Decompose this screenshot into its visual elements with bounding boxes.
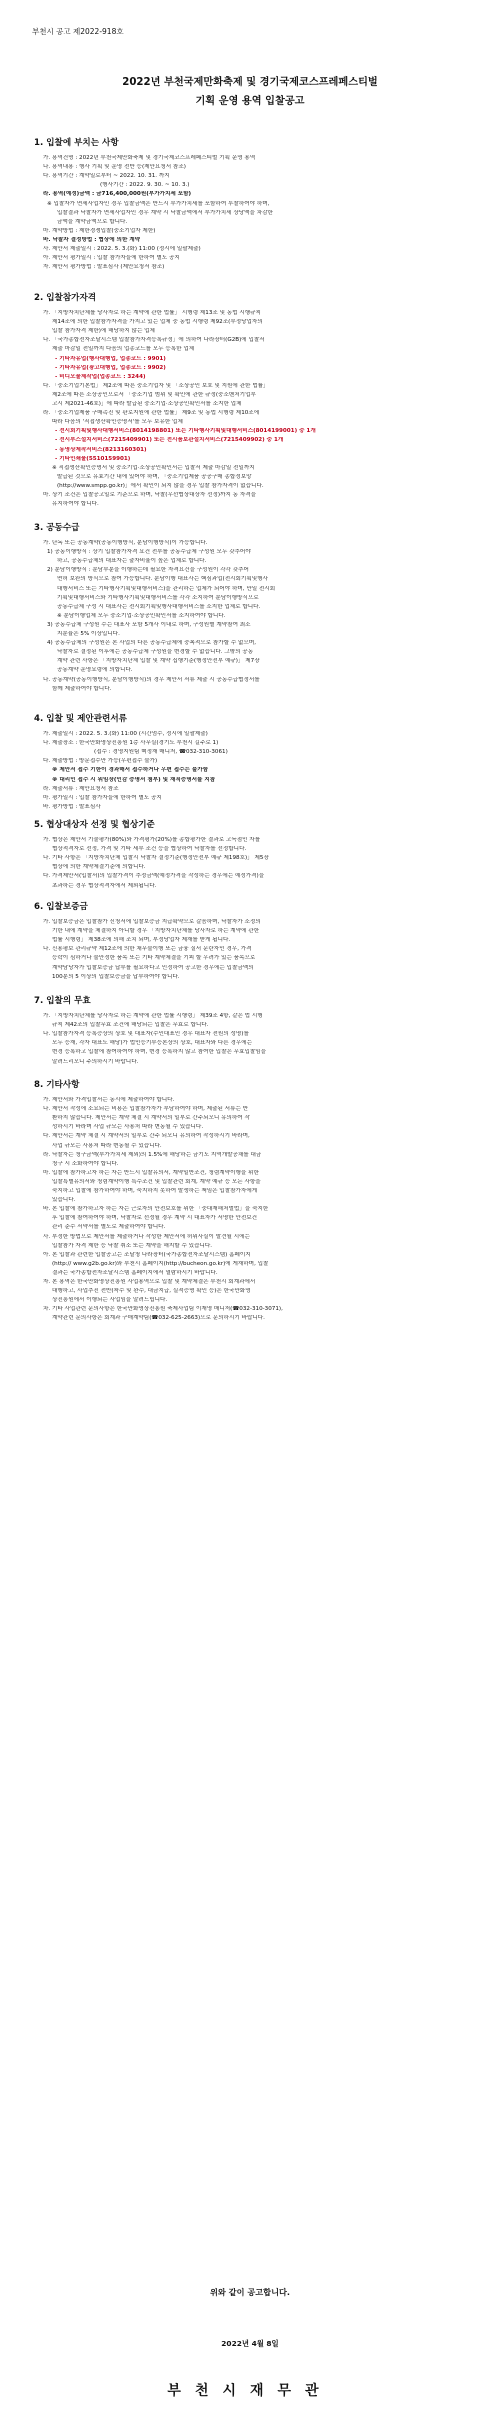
section-line: 숙지하고 입찰에 참가하여야 하며, 숙지하지 못하여 발생하는 책임은 입찰참가자에게 xyxy=(52,1188,258,1194)
section-line: 알려드리오니 주의하시기 바랍니다. xyxy=(52,1058,139,1065)
section-line: 아. 제안서 평가일시 : 입찰 참가자들에 한하여 별도 공지 xyxy=(43,255,180,262)
section-line: 계약담당자가 입찰보증금 납부를 필요하다고 인정하여 공고한 경우에는 입찰금액의 xyxy=(52,964,254,971)
notice-number: 부천시 공고 제2022-918호 xyxy=(32,27,124,36)
section-line: 등락이 심하거나 불안정한 품목 또는 기타 계약체결을 기피 할 우려가 있는 품목으로 xyxy=(52,955,256,962)
section-line: ※ 대리인 접수 시 위임장(인감 증명서 첨부) 및 재직증명서를 지참 xyxy=(52,776,216,783)
section-line: 나. 입찰참가자격 등록증상의 상호 및 대표자(수인대표인 경우 대표자 전원의 성명)를 xyxy=(43,1031,249,1038)
section-line: 나. 기타 사항은 「지방자치단체 입찰시 낙찰자 결정기준(행정안전부 예규 제198호)」 제5장 xyxy=(43,855,269,862)
section-line: 다. 「중소기업기본법」 제2조에 따른 중소기업자 및 「소상공인 보호 및 지원에 관한 법률」 xyxy=(43,382,269,389)
section-line: 나. 신용평보 관리규약 제12조에 의한 채무불이행 또는 금융 질서 문란자인 경우, 가격 xyxy=(43,946,252,953)
section-title: 6. 입찰보증금 xyxy=(34,902,88,912)
section-line: - 비디오물제작업(업종코드 : 3244) xyxy=(55,373,146,380)
section-line: 하고, 공동수급체의 대표자는 출자비율이 높은 업체로 합니다. xyxy=(57,558,207,565)
section-line: 상진흥원에서 이행되는 사업임을 알려드립니다. xyxy=(52,1297,168,1304)
section-line: 입찰 참가자격 제한)에 해당하지 않는 업체 xyxy=(52,328,155,335)
section-line: 함께 제출하여야 합니다. xyxy=(52,685,112,692)
section-title: 7. 입찰의 무효 xyxy=(34,996,91,1006)
section-line: 다. 제안서는 계약 체결 시 계약서의 일부로 간주 되오니 유의하여 작성하시기 바라며, xyxy=(43,1133,250,1140)
section-line: 사. 제안서 제출일시 : 2022. 5. 3.(화) 11:00 (정시에 일괄제출) xyxy=(43,246,201,252)
section-line: 관리 준수 서약서를 별도로 제출하여야 합니다. xyxy=(52,1224,166,1231)
section-line: 공동계약 운영요령에 의합니다. xyxy=(57,667,133,674)
section-line: 가. 협상은 제안서 기술평가(80%)와 가격평가(20%)를 종합평가한 결과로 고득점인 자를 xyxy=(43,837,261,843)
section-line: 다. 가격제안서(입찰서)의 입찰가격이 추정금액(예정가격을 작성하는 경우에는 예정가격)을 xyxy=(43,873,265,880)
section-line: - 전시부스설치서비스(7215409901) 또는 전시품보관설치서비스(7215409902) 중 1개 xyxy=(55,437,284,444)
notice-date: 2022년 4월 8일 xyxy=(221,2339,279,2348)
section-line: (행사기간 : 2022. 9. 30. ~ 10. 3.) xyxy=(100,182,190,189)
section-title: 5. 협상대상자 선정 및 협상기준 xyxy=(34,820,155,830)
section-line: 나. 제출장소 : 한국만화영상진흥원 1층 사무실(경기도 부천시 길주로 1) xyxy=(43,740,219,747)
section-line: 입찰특별유의서와 청렴계약이행 특수조건 및 입찰관련 회계, 계약 예규 등 모든 사항을 xyxy=(52,1178,261,1185)
section-line: 제출 마감일 전일까지 다음의 업종코드를 모두 등록한 업체 xyxy=(52,346,195,353)
issuer-name: 부천시재무관 xyxy=(167,2383,333,2399)
section-line: 가. 단독 또는 공동계약(공동이행방식, 분담이행방식)이 가능합니다. xyxy=(43,540,208,546)
section-line: - 기타자유업(행사대행업, 업종코드 : 9901) xyxy=(55,355,166,362)
section-line: 나. 제안서 작성에 소요되는 비용은 입찰참가자가 부담하여야 하며, 제출된 서류는 반 xyxy=(43,1106,249,1113)
section-title: 2. 입찰참가자격 xyxy=(34,293,97,303)
section-line: 1) 공동이행방식 : 상기 입찰참가자격 요건 전부를 공동수급체 구성원 모두 갖추어야 xyxy=(47,549,251,556)
section-line: 사업 규모는 사용처 따라 변동될 수 있습니다. xyxy=(52,1142,162,1149)
section-line: 바. 본 입찰에 참가하고자 하는 자는 근로자의 안전보호를 위한 「중대재해처벌법」을 숙지한 xyxy=(43,1206,269,1213)
section-line: 마. 평가일시 : 입찰 참가자들에 한하여 별도 공지 xyxy=(43,794,162,801)
section-line: - 동영상제작서비스(8213160301) xyxy=(55,446,147,453)
section-line: 사. 부정한 방법으로 제안서를 제출하거나 작성한 제안서에 허위사실이 발견될 시에는 xyxy=(43,1233,250,1240)
section-line: 있습니다. xyxy=(52,1197,76,1204)
section-line: 환하지 않습니다. 제안서는 계약 체결 시 계약서의 일부로 간주되오니 유의하여 작 xyxy=(52,1115,250,1122)
section-line: 라. 용역(예정)금액 : 금716,400,000원(부가가치세 포함) xyxy=(43,191,192,198)
section-line: ※ 직접생산확인증명서 및 중소기업·소상공인확인서는 입찰서 제출 마감일 전일까지 xyxy=(52,464,255,471)
section-line: 변경 등록하고 입찰에 참여하여야 하며, 변경 등록하지 않고 참여한 입찰은 무효입찰임을 xyxy=(52,1049,267,1056)
section-line: 나. 용역내용 : 행사 기획 및 운영 전반 등(제안요청서 참조) xyxy=(43,164,186,171)
section-line: - 전시회기획및행사대행서비스(8014198801) 또는 기타행사기획및대행서비스(8014199001) 중 1개 xyxy=(55,428,316,435)
closing-statement: 위와 같이 공고합니다. xyxy=(210,2287,290,2297)
section-line: 마. 상기 조건은 입찰공고일로 기준으로 하며, 낙찰(우선협상대상자 선정)까지 동 자격을 xyxy=(43,492,257,498)
section-line: 낙찰자로 결정된 이후에는 공동수급체 구성원을 변경할 수 없습니다. 그밖의 공동 xyxy=(57,649,254,656)
section-line: 나. 「국가종합전자조달시스템 입찰참가자격등록규정」에 의하여 나라장터(G2B)에 입찰서 xyxy=(43,337,265,344)
section-line: 입찰결과 낙찰자가 면세사업자인 경우 계약 시 낙찰금액에서 부가가치세 상당액을 차감한 xyxy=(57,209,273,216)
section-line: 가. 제출일시 : 2022. 5. 3.(화) 11:00 (시간엄수, 정시에 일괄제출) xyxy=(43,731,208,737)
section-line: ※ 제안서 접수 기한이 경과해서 접수하거나 우편 접수는 불가함 xyxy=(52,767,209,774)
section-line: 자. 제안서 평가방법 : 발표심사 (제안요청서 참조) xyxy=(43,264,165,271)
section-line: 기한 내에 계약을 체결하지 아니할 경우 「지방자치단체를 당사자로 하는 계약에 관한 xyxy=(52,928,260,935)
section-line: 가. 「지방자치단체를 당사자로 하는 계약에 관한 법률」 시행령 제13조 및 동법 시행규칙 xyxy=(43,310,261,316)
section-line: ※ 분담이행업체 모두 중소기업·소상공인확인서를 소지하여야 합니다. xyxy=(57,612,226,619)
section-title: 8. 기타사항 xyxy=(34,1080,80,1090)
section-line: 바. 낙찰자 결정방법 : 협상에 의한 계약 xyxy=(43,236,141,243)
section-line: 나. 공동계약(공동이행방식, 분담이행방식)의 경우 제안서 서류 제출 시 공동수급협정서를 xyxy=(43,676,260,683)
section-line: 대행서비스 또는 기타행사기획및대행서비스)을 관리하는 업체가 되어야 하며, 만일 전시회 xyxy=(57,585,276,592)
section-line: (http://www.smpp.go.kr)」에서 확인이 되지 않을 경우 입찰 참가자격이 없습니다. xyxy=(57,482,264,489)
section-line: 법률 시행령」 제38조에 의해 조치 되며, 부정당업자 제재를 받게 됩니다. xyxy=(52,937,231,944)
section-line: (http:// www.g2b.go.kr)와 부천시 홈페이지(http://bucheon.go.kr)에 게재하며, 입찰 xyxy=(52,1260,269,1267)
section-line: 제14조에 의한 입찰참가자격을 가지고 있는 업체 중 동법 시행령 제92조(부정당업자의 xyxy=(52,319,263,326)
section-line: 바. 평가방법 : 발표심사 xyxy=(43,803,101,810)
section-line: 마. 입찰에 참가하고자 하는 자는 반드시 입찰유의서, 계약일반조건, 청렴계약이행을 위한 xyxy=(43,1169,259,1176)
section-line: 발급된 것으로 유효기간 내에 있어야 하며, 「중소기업제품 공공구매 종합정보망 xyxy=(57,473,252,480)
section-line: 대행하고, 사업추진 전반(착수 및 완수, 대금지급, 실적증명 확인 등)은 한국만화영 xyxy=(52,1288,251,1295)
section-title: 1. 입찰에 부치는 사항 xyxy=(34,138,119,148)
section-line: 가. 「지방자치단체를 당사자로 하는 계약에 관한 법률 시행령」 제39조 4항, 같은 법 시행 xyxy=(43,1013,263,1019)
section-line: 협상적격자로 선정, 가격 및 기타 세부 조건 등을 협상하여 낙찰자를 선정합니다. xyxy=(52,846,247,853)
section-line: - 기타인쇄물(5510159901) xyxy=(55,455,131,462)
section-line: 가. 용역건명 : 2022년 부천국제만화축제 및 경기국제코스프레페스티벌 기획 운영 용역 xyxy=(43,155,256,161)
section-line: 성하시기 바라며 사업 규모는 사용처 따라 변동될 수 있습니다. xyxy=(52,1124,204,1131)
section-title: 3. 공동수급 xyxy=(34,523,80,533)
section-line: 후 입찰에 참여하여야 하며, 낙찰자로 선정될 경우 계약 시 대표자가 서명한 안전보건 xyxy=(52,1215,258,1222)
section-line: 제2조에 따른 소상공인으로서 「중소기업 범위 및 확인에 관한 규정(중소벤처기업부 xyxy=(52,391,256,398)
section-line: 모두 등재, 각자 대표도 해당)가 법인등기부등본상의 상호, 대표자와 다른 경우에는 xyxy=(52,1040,253,1047)
section-line: 규칙 제42조의 입찰무효 조건에 해당되는 입찰은 무효로 합니다. xyxy=(52,1022,209,1029)
section-line: ※ 입찰자가 면세사업자인 경우 입찰금액은 반드시 부가가치세를 포함하여 투찰하여야 하며, xyxy=(47,200,270,207)
section-title: 4. 입찰 및 제안관련서류 xyxy=(34,714,127,724)
section-line: 금액을 계약금액으로 합니다. xyxy=(57,218,128,225)
section-line: 가. 입찰보증금은 입찰참가 신청서에 입찰보증금 지급확약으로 갈음하며, 낙찰자가 소정의 xyxy=(43,919,261,925)
section-line: 유지하여야 합니다. xyxy=(52,501,99,508)
section-line: 라. 낙찰자는 청구금액(부가가치세 제외)의 1.5%에 해당하는 금기도 지역개발공채를 대금 xyxy=(43,1151,262,1158)
section-line: 차. 기타 사업관련 문의사항은 한국만화영상진흥원 축제사업팀 이재영 매니저(☎032-310-3071), xyxy=(43,1306,283,1313)
section-line: 계약관련 문의사항은 회계과 구매계약팀(☎032-625-2663)으로 문의하시기 바랍니다. xyxy=(52,1315,265,1322)
section-line: 다. 용역기간 : 계약일로부터 ~ 2022. 10. 31. 까지 xyxy=(43,173,170,180)
section-line: 2) 분담이행방식 : 분담부분을 이행하는데 필요한 자격요건을 구성원이 각각 갖추어 xyxy=(47,567,249,574)
section-line: 4) 공동수급체의 구성원은 본 사업의 다른 공동수급체에 중복적으로 참가할 수 없으며, xyxy=(47,640,257,647)
section-line: 100분의 5 이상의 입찰보증금을 납부하여야 합니다. xyxy=(52,973,180,980)
section-line: 따라 다음의 '직접생산확인증명서'를 모두 보유한 업체 xyxy=(52,419,183,426)
section-line: 가. 제안서와 가격입찰서는 동시에 제출하여야 합니다. xyxy=(43,1097,175,1103)
section-line: 공동수급체 구성 시 대표사는 전시회기획및행사대행서비스를 소지한 업체로 합니다. xyxy=(57,603,261,610)
section-line: 결과는 국가종합전자조달시스템 홈페이지에서 열람하시기 바랍니다. xyxy=(52,1269,218,1276)
section-line: 청구 시 소화하여야 합니다. xyxy=(52,1160,119,1167)
section-line: 계약 관련 사항은 「지방자치단체 입찰 및 계약 집행기준(행정안전부 예규)」 제7장 xyxy=(57,658,260,665)
notice-title-line2: 기획 운영 용역 입찰공고 xyxy=(195,96,305,107)
section-line: 라. 「중소기업제품 구매촉진 및 판로지원에 관한 법률」 제9조 및 동법 시행령 제10조에 xyxy=(43,410,260,417)
section-line: - 기타자유업(광고대행업, 업종코드 : 9902) xyxy=(55,364,166,371)
section-line: 입찰참가 자격 제한 등 낙찰 취소 또는 계약을 해지할 수 있습니다. xyxy=(52,1242,213,1249)
section-line: 마. 계약방법 : 제한경쟁입찰(중소기업자 제한) xyxy=(43,227,156,234)
section-line: 기획및대행서비스와 기타행사기획및대행서비스를 각각 소지하여 분담이행방식으로 xyxy=(57,594,259,601)
section-line: 라. 제출서류 : 제안요청서 참조 xyxy=(43,785,119,792)
section-line: 초과하는 경우 협상적격자에서 제외됩니다. xyxy=(52,882,157,889)
section-line: 3) 공동수급체 구성원 수는 대표사 포함 5개사 이내로 하며, 구성원별 계약참여 최소 xyxy=(47,621,251,628)
section-line: 자. 본 용역은 한국만화영상진흥원 사업용역으로 입찰 및 계약체결은 부천시 회계과에서 xyxy=(43,1279,256,1285)
section-line: (접수 : 경영지원팀 백정재 매니저, ☎032-310-3061) xyxy=(94,749,228,756)
section-line: 협상에 의한 계약체결기준에 의합니다. xyxy=(52,864,146,871)
section-line: 면허 보완의 방식으로 참여 가능합니다. 분담이행 대표사는 핵심과업(전시회기획및행사 xyxy=(57,576,268,583)
section-line: 고시 제2021-46호)」에 따라 발급된 중소기업·소상공인확인서를 소지한 업체 xyxy=(52,401,242,407)
section-line: 아. 본 입찰과 관련한 입찰공고는 조달청 나라장터(국가종합전자조달시스템) 홈페이지 xyxy=(43,1251,251,1258)
notice-title-line1: 2022년 부천국제만화축제 및 경기국제코스프레페스티벌 xyxy=(122,77,378,88)
section-line: 다. 제출방법 : 방문접수만 가능(우편접수 불가) xyxy=(43,758,158,765)
section-line: 지분율은 5% 이상입니다. xyxy=(57,631,120,637)
